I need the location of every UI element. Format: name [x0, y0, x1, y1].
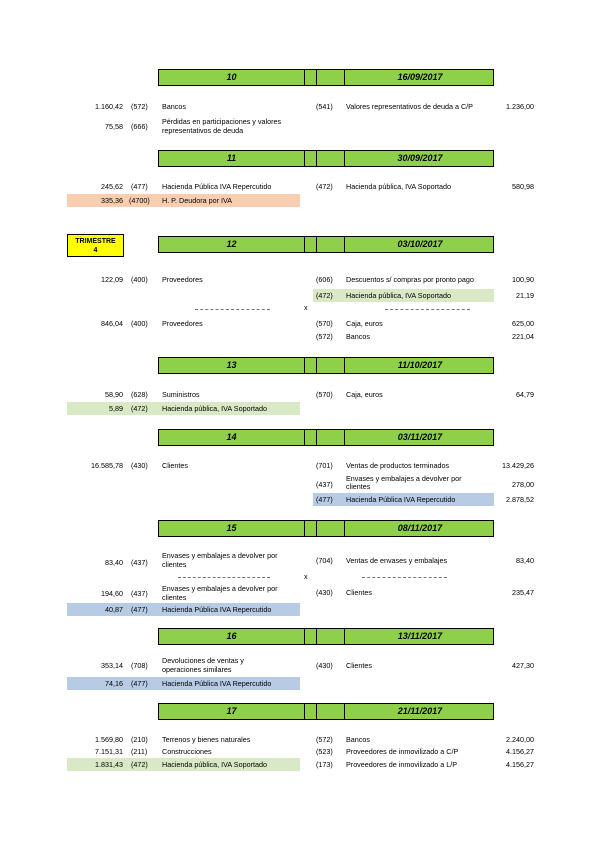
- debit-code: (437): [131, 589, 148, 598]
- debit-account: Hacienda pública, IVA Soportado: [162, 404, 267, 413]
- entry-header: [158, 703, 494, 720]
- credit-amount: 580,98: [512, 182, 534, 191]
- debit-account-line2: clientes: [162, 560, 187, 569]
- debit-amount: 846,04: [101, 319, 123, 328]
- debit-account: Hacienda pública, IVA Soportado: [162, 760, 267, 769]
- entry-date: 08/11/2017: [397, 523, 443, 533]
- debit-amount: 7.151,31: [95, 747, 123, 756]
- debit-amount: 335,36: [101, 196, 123, 205]
- separator-line: [385, 309, 470, 310]
- entry-number: 13: [159, 358, 305, 373]
- entry-date: 13/11/2017: [397, 631, 443, 641]
- credit-amount: 2.240,00: [506, 735, 534, 744]
- entry-date: 16/09/2017: [397, 72, 443, 82]
- entry-header: [158, 357, 494, 374]
- debit-account: Construcciones: [162, 747, 212, 756]
- credit-code: (472): [316, 182, 333, 191]
- debit-amount: 1.160,42: [95, 102, 123, 111]
- debit-account: Bancos: [162, 102, 186, 111]
- credit-code: (173): [316, 760, 333, 769]
- debit-amount: 353,14: [101, 661, 123, 670]
- credit-account: Bancos: [346, 332, 370, 341]
- debit-code: (472): [131, 760, 148, 769]
- separator-line: [195, 309, 270, 310]
- credit-amount: 2.878,52: [506, 495, 534, 504]
- entry-date: 03/11/2017: [397, 432, 443, 442]
- credit-account: Valores representativos de deuda a C/P: [346, 102, 473, 111]
- credit-code: (570): [316, 319, 333, 328]
- credit-code: (704): [316, 556, 333, 565]
- separator-line: [178, 577, 270, 578]
- debit-amount: 122,09: [101, 275, 123, 284]
- debit-account: Proveedores: [162, 275, 203, 284]
- credit-code: (701): [316, 461, 333, 470]
- debit-code: (211): [131, 747, 148, 756]
- entry-header: [158, 520, 494, 537]
- credit-account: Clientes: [346, 661, 372, 670]
- debit-code: (477): [131, 679, 148, 688]
- credit-code: (541): [316, 102, 333, 111]
- entry-date: 03/10/2017: [397, 239, 443, 249]
- debit-account: Pérdidas en participaciones y valores: [162, 117, 282, 126]
- credit-account: Proveedores de inmovilizado a C/P: [346, 747, 459, 756]
- credit-amount: 235,47: [512, 588, 534, 597]
- debit-account: Devoluciones de ventas y: [162, 656, 244, 665]
- debit-account: Clientes: [162, 461, 188, 470]
- entry-number: 14: [159, 430, 305, 445]
- credit-account: Hacienda Pública IVA Repercutido: [346, 495, 456, 504]
- entry-number: 11: [159, 151, 305, 166]
- debit-amount: 1.831,43: [95, 760, 123, 769]
- credit-account: Descuentos s/ compras por pronto pago: [346, 275, 474, 284]
- debit-account: Envases y embalajes a devolver por: [162, 584, 278, 593]
- debit-code: (472): [131, 404, 148, 413]
- entry-number: 16: [159, 629, 305, 644]
- debit-amount: 83,40: [105, 558, 123, 567]
- debit-amount: 5,89: [109, 404, 123, 413]
- credit-amount: 13.429,26: [502, 461, 534, 470]
- debit-amount: 74,16: [105, 679, 123, 688]
- trimestre-badge: [67, 234, 124, 257]
- debit-amount: 58,90: [105, 390, 123, 399]
- credit-account: Hacienda pública, IVA Soportado: [346, 182, 451, 191]
- debit-account: H. P. Deudora por IVA: [162, 196, 233, 205]
- credit-amount: 1.236,00: [506, 102, 534, 111]
- debit-amount: 75,58: [105, 122, 123, 131]
- credit-code: (606): [316, 275, 333, 284]
- credit-account: Caja, euros: [346, 319, 383, 328]
- debit-amount: 1.569,80: [95, 735, 123, 744]
- debit-amount: 16.585,78: [91, 461, 123, 470]
- entry-header: [158, 150, 494, 167]
- entry-date: 11/10/2017: [397, 360, 443, 370]
- debit-account: Hacienda Pública IVA Repercutido: [162, 605, 272, 614]
- entry-header: [158, 628, 494, 645]
- debit-code: (400): [131, 319, 148, 328]
- debit-amount: 245,62: [101, 182, 123, 191]
- debit-account: Terrenos y bienes naturales: [162, 735, 251, 744]
- debit-code: (4700): [129, 196, 150, 205]
- debit-code: (400): [131, 275, 148, 284]
- entry-number: 15: [159, 521, 305, 536]
- debit-account: Hacienda Pública IVA Repercutido: [162, 679, 272, 688]
- credit-code: (430): [316, 661, 333, 670]
- credit-code: (430): [316, 588, 333, 597]
- debit-account: Suministros: [162, 390, 200, 399]
- debit-account-line2: operaciones similares: [162, 665, 232, 674]
- credit-amount: 4.156,27: [506, 747, 534, 756]
- credit-code: (437): [316, 480, 333, 489]
- credit-account: Ventas de envases y embalajes: [346, 556, 448, 565]
- credit-code: (523): [316, 747, 333, 756]
- credit-amount: 83,40: [516, 556, 534, 565]
- credit-amount: 625,00: [512, 319, 534, 328]
- debit-code: (437): [131, 558, 148, 567]
- debit-account: Envases y embalajes a devolver por: [162, 551, 278, 560]
- credit-amount: 21,19: [516, 291, 534, 300]
- credit-amount: 427,30: [512, 661, 534, 670]
- debit-amount: 194,60: [101, 589, 123, 598]
- separator-mark: x: [304, 572, 308, 581]
- credit-account: Caja, euros: [346, 390, 383, 399]
- credit-account: Bancos: [346, 735, 370, 744]
- credit-code: (572): [316, 332, 333, 341]
- entry-number: 12: [159, 237, 305, 252]
- credit-account: Proveedores de inmovilizado a L/P: [346, 760, 458, 769]
- entry-header: [158, 69, 494, 86]
- debit-account-line2: representativos de deuda: [162, 126, 244, 135]
- debit-amount: 40,87: [105, 605, 123, 614]
- entry-number: 17: [159, 704, 305, 719]
- separator-line: [362, 577, 447, 578]
- credit-account: Hacienda pública, IVA Soportado: [346, 291, 451, 300]
- credit-account: Clientes: [346, 588, 372, 597]
- debit-account-line2: clientes: [162, 593, 187, 602]
- credit-code: (477): [316, 495, 333, 504]
- credit-amount: 278,00: [512, 480, 534, 489]
- entry-header: [158, 236, 494, 253]
- credit-account-line2: clientes: [346, 482, 371, 491]
- debit-code: (477): [131, 182, 148, 191]
- debit-code: (628): [131, 390, 148, 399]
- entry-date: 21/11/2017: [397, 706, 443, 716]
- entry-number: 10: [159, 70, 305, 85]
- entry-header: [158, 429, 494, 446]
- credit-amount: 64,79: [516, 390, 534, 399]
- trimestre-number: 4: [93, 247, 98, 254]
- debit-account: Hacienda Pública IVA Repercutido: [162, 182, 272, 191]
- credit-amount: 100,90: [512, 275, 534, 284]
- debit-code: (708): [131, 661, 148, 670]
- credit-code: (570): [316, 390, 333, 399]
- credit-account: Ventas de productos terminados: [346, 461, 450, 470]
- separator-mark: x: [304, 303, 308, 312]
- debit-account: Proveedores: [162, 319, 203, 328]
- debit-code: (430): [131, 461, 148, 470]
- credit-account: Envases y embalajes a devolver por: [346, 474, 462, 483]
- debit-code: (477): [131, 605, 148, 614]
- entry-date: 30/09/2017: [397, 153, 443, 163]
- debit-code: (210): [131, 735, 148, 744]
- credit-code: (572): [316, 735, 333, 744]
- trimestre-label: TRIMESTRE: [75, 238, 116, 245]
- credit-amount: 221,04: [512, 332, 534, 341]
- debit-code: (666): [131, 122, 148, 131]
- debit-code: (572): [131, 102, 148, 111]
- credit-code: (472): [316, 291, 333, 300]
- credit-amount: 4.156,27: [506, 760, 534, 769]
